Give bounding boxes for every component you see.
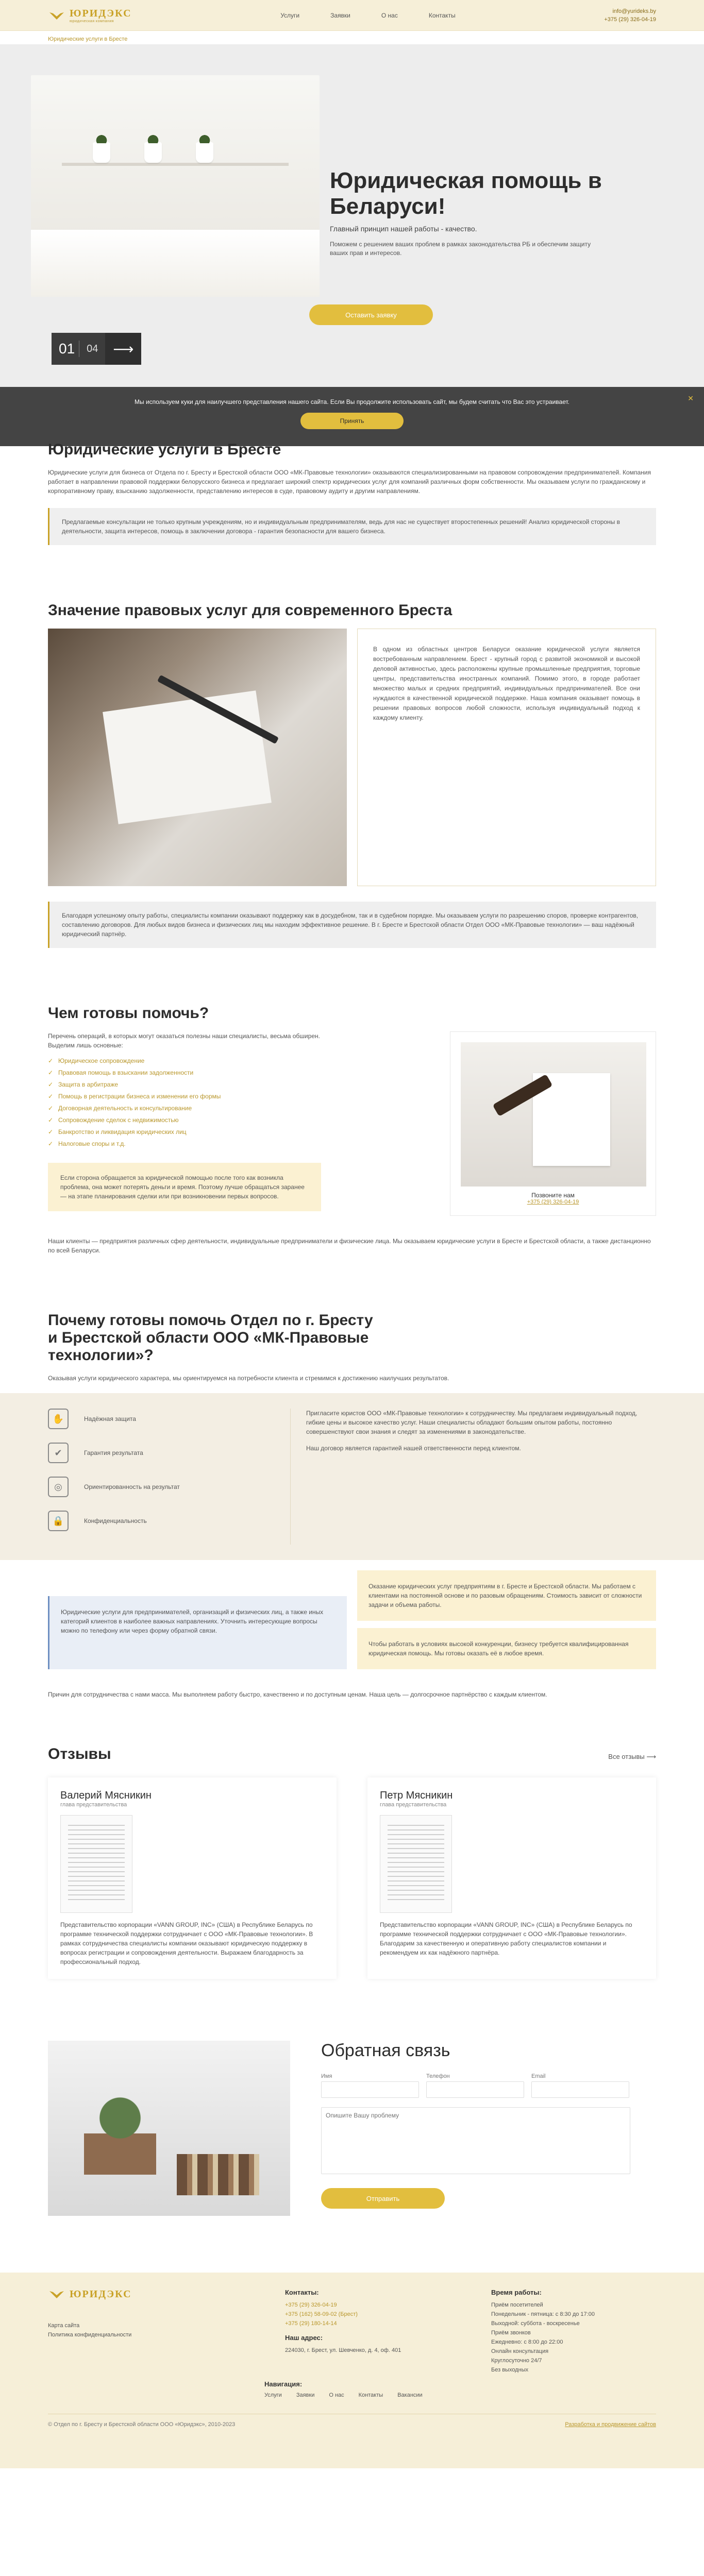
section1-text: Юридические услуги для бизнеса от Отдела по г. Бресту и Брестской области ООО «МК-Правовые технологии» оказываются специализированными на правовом сопровождении предпринимателей. Компания работает в направлении правовой поддержки белорусского бизнеса и предлагает широкий спектр юридических услуг для компаний различных форм собственности. Мы оказываем услуги по гражданскому и корпоративному праву, взысканию задолженности, представлению интересов в суде, правовому аудиту и другим направлениям. [48,469,651,495]
section-title-legal-services: Юридические услуги в Бресте [48,441,281,458]
section4-blue-box: Юридические услуги для предпринимателей, организаций и физических лиц, а также иных категорий клиентов в наиболее важных направлениях. Уточнить интересующие вопросы можно по телефону или через форму обратной связи. [48,1596,347,1669]
service-link[interactable]: ✓ Сопровождение сделок с недвижимостью [48,1116,337,1124]
hero-photo [31,75,320,297]
footer [0,2273,704,2468]
message-textarea[interactable] [321,2107,630,2174]
photo-books [177,2154,259,2195]
footer-time-line: Без выходных [491,2367,529,2373]
hero-shelf [62,163,289,166]
name-input[interactable] [321,2081,419,2098]
footer-nav-contacts[interactable]: Контакты [358,2392,383,2398]
hero-plant [196,142,213,163]
footer-contacts-title: Контакты: [285,2289,319,2296]
why-us-paragraph: Наш договор является гарантией нашей ответственности перед клиентом. [306,1445,521,1452]
footer-time-line: Приём звонков [491,2330,531,2336]
footer-bottom [48,2414,656,2428]
name-label: Имя [321,2073,332,2079]
top-email[interactable]: info@yurideks.by [612,8,656,14]
nav-about[interactable]: О нас [381,12,398,19]
top-contacts [604,8,656,23]
feature-label: Гарантия результата [84,1449,143,1456]
top-phone[interactable]: +375 (29) 326-04-19 [604,16,656,23]
feature-item [48,1477,270,1497]
feature-item [48,1409,270,1429]
section3-box: Если сторона обращается за юридической помощью после того как возникла проблема, она может потерять деньги и время. Поэтому лучше обращаться заранее — на этапе планирования сделки или при возникновении первых вопросов. [48,1163,321,1211]
footer-time-line: Понедельник - пятница: с 8:30 до 17:00 [491,2311,595,2317]
footer-time-line: Круглосуточно 24/7 [491,2358,542,2364]
section3-intro: Перечень операций, в которых могут оказаться полезны наши специалисты, весьма обширен. Выделим лишь основные: [48,1032,320,1049]
nav-contacts[interactable]: Контакты [428,12,456,19]
feedback-title: Обратная связь [321,2041,450,2060]
footer-logo[interactable] [48,2288,161,2300]
hero-subtitle: Главный принцип нашей работы - качество. [330,225,477,233]
logo-text: ЮРИДЭКС [70,8,132,19]
feature-label: Надёжная защита [84,1415,136,1422]
top-bar [0,0,704,31]
feature-label: Конфиденциальность [84,1517,147,1524]
nav-services[interactable]: Услуги [280,12,300,19]
footer-time-line: Приём посетителей [491,2302,543,2308]
main-nav [280,12,455,19]
logo-wings-icon [48,9,65,22]
all-reviews-link[interactable]: Все отзывы ⟶ [608,1753,656,1760]
office-photo [48,2041,290,2216]
footer-time-line: Выходной: суббота - воскресенье [491,2320,580,2327]
signing-contract-photo [48,629,347,886]
logo-subtitle: юридическая компания [70,20,114,23]
review-card [367,1777,656,1979]
cookie-text: Мы используем куки для наилучшего представления нашего сайта. Если Вы продолжите использовать сайт, мы будем считать что Вас это устраивает. [135,398,569,405]
footer-nav-services[interactable]: Услуги [264,2392,282,2398]
footer-privacy-link[interactable]: Политика конфиденциальности [48,2332,132,2338]
section4-intro: Оказывая услуги юридического характера, мы ориентируемся на потребности клиента и стремимся к достижению наилучших результатов. [48,1375,449,1382]
slider-controls [52,333,141,365]
footer-address-title: Наш адрес: [285,2334,323,2342]
section1-note: Предлагаемые консультации не только крупным учреждениям, но и индивидуальным предпринимателям, ведь для нас не существует второстепенных решений! Анализ юридической стороны в деятельности, защита интересов, помощь в заключении договора - гарантия безопасности для вашего бизнеса. [48,508,656,545]
shield-icon: ✔ [48,1443,69,1463]
hero-title: Юридическая помощь в Беларуси! [330,168,602,219]
slider-next-arrow-icon[interactable]: ⟶ [105,333,141,365]
call-us-phone[interactable]: +375 (29) 326-04-19 [527,1199,579,1205]
why-us-band [0,1393,704,1560]
review-card [48,1777,337,1979]
call-us-card [450,1031,656,1216]
why-us-paragraph: Пригласите юристов ООО «МК-Правовые технологии» к сотрудничеству. Мы предлагаем индивидуальный подход, гибкие цены и высокое качество услуг. Наши специалисты обладают большим опытом работы, постоянно совершенствуют свои знания и следят за изменениями в законодательстве. [306,1410,638,1435]
feature-label: Ориентированность на результат [84,1483,180,1490]
section4-yellow-box: Чтобы работать в условиях высокой конкуренции, бизнесу требуется квалифицированная юридическая помощь. Мы готовы оказать её в любое время. [357,1628,656,1669]
reviewer-name: Петр Мясникин [380,1790,453,1801]
footer-time-line: Ежедневно: с 8:00 до 22:00 [491,2339,563,2345]
why-us-text [290,1409,656,1545]
slide-current: 01 [52,341,79,357]
reviewer-role: глава представительства [60,1802,127,1808]
service-link[interactable]: ✓ Защита в арбитраже [48,1081,337,1088]
feature-item [48,1443,270,1463]
service-link[interactable]: ✓ Договорная деятельность и консультирование [48,1105,337,1112]
section-title-importance: Значение правовых услуг для современного Бреста [48,602,452,619]
review-letter-thumbnail[interactable] [60,1815,132,1913]
service-link[interactable]: ✓ Банкротство и ликвидация юридических лиц [48,1128,337,1136]
service-link[interactable]: ✓ Налоговые споры и т.д. [48,1140,337,1147]
slide-total: 04 [87,343,98,354]
section3-outro: Наши клиенты — предприятия различных сфер деятельности, индивидуальные предприниматели и физические лица. Мы оказываем юридические услуги в Бресте и Брестской области, а также дистанционно по всей Беларуси. [48,1238,651,1254]
section4-outro: Причин для сотрудничества с нами масса. Мы выполняем работу быстро, качественно и по доступным ценам. Наша цель — долгосрочное партнёрство с каждым клиентом. [48,1691,547,1698]
gavel-photo [461,1042,646,1187]
service-link[interactable]: ✓ Помощь в регистрации бизнеса и изменении его формы [48,1093,337,1100]
footer-sitemap-link[interactable]: Карта сайта [48,2323,80,2329]
section2-note: Благодаря успешному опыту работы, специалисты компании оказывают поддержку как в досудебном, так и в судебном порядке. Мы оказываем услуги по разрешению споров, проверке контрагентов, составлению договоров. Для любых видов бизнеса и физических лиц мы находим эффективное решение. В г. Бресте и Брестской области Отдел ООО «МК-Правовые технологии» — ваш надёжный юридический партнёр. [48,902,656,948]
footer-phone[interactable]: +375 (162) 58-09-02 (Брест) [285,2311,358,2317]
hero-text: Поможем с решением ваших проблем в рамках законодательства РБ и обеспечим защиту ваших прав и интересов. [330,241,591,257]
cookie-close-icon[interactable]: ✕ [688,394,694,402]
service-link[interactable]: ✓ Юридическое сопровождение [48,1057,337,1064]
review-letter-thumbnail[interactable] [380,1815,452,1913]
developer-link[interactable]: Разработка и продвижение сайтов [565,2421,656,2428]
footer-logo-text: ЮРИДЭКС [70,2289,132,2300]
email-input[interactable] [531,2081,629,2098]
handshake-icon: ✋ [48,1409,69,1429]
breadcrumb[interactable]: Юридические услуги в Бресте [48,36,128,42]
footer-phone[interactable]: +375 (29) 326-04-19 [285,2302,337,2308]
lock-icon: 🔒 [48,1511,69,1531]
feedback-submit-button[interactable]: Отправить [321,2188,445,2209]
photo-paper [103,690,272,824]
reviewer-name: Валерий Мясникин [60,1790,152,1801]
footer-address: 224030, г. Брест, ул. Шевченко, д. 4, оф. 401 [285,2347,401,2353]
copyright: © Отдел по г. Бресту и Брестской области ООО «Юридэкс», 2010-2023 [48,2421,236,2428]
footer-nav-title: Навигация: [264,2380,303,2388]
hero-plant [93,142,110,163]
feedback-section [48,2041,656,2216]
target-icon: ◎ [48,1477,69,1497]
reviewer-role: глава представительства [380,1802,447,1808]
hero-desk [31,230,320,297]
service-link[interactable]: ✓ Правовая помощь в взыскании задолженности [48,1069,337,1076]
hero-request-button[interactable]: Оставить заявку [309,304,433,325]
nav-requests[interactable]: Заявки [330,12,350,19]
footer-nav-about[interactable]: О нас [329,2392,344,2398]
phone-label: Телефон [426,2073,450,2079]
feature-item [48,1511,270,1531]
review-text: Представительство корпорации «VANN GROUP, INC» (США) в Республике Беларусь по программе технической поддержки сотрудничает с ООО «МК-Правовые технологии». Благодарим за качественную и оперативную работу специалистов компании и рекомендуем их как надёжного партнёра. [380,1921,632,1956]
hero-slider [0,44,704,425]
logo[interactable] [48,8,132,23]
cookie-accept-button[interactable]: Принять [300,413,404,429]
logo-wings-icon [48,2288,65,2300]
photo-plant [84,2072,156,2175]
services-list [48,1057,337,1147]
reviews-title: Отзывы [48,1745,111,1762]
section2-frame-text: В одном из областных центров Беларуси оказание юридической услуги является востребованным направлением. Брест - крупный город с развитой экономикой и высокой деловой активностью, здесь расположены крупные промышленные предприятия, торговые центры, представительства иностранных компаний. Помимо этого, в городе работает множество малых и средних предприятий, индивидуальных предпринимателей. Все они нуждаются в качественной юридической поддержке. Наша компания оказывает помощь в решении правовых вопросов любой сложности, используя индивидуальный подход к каждому клиенту. [357,629,656,886]
footer-phone[interactable]: +375 (29) 180-14-14 [285,2320,337,2327]
footer-time-line: Онлайн консультация [491,2348,549,2354]
review-text: Представительство корпорации «VANN GROUP, INC» (США) в Республике Беларусь по программе технической поддержки сотрудничает с ООО «МК-Правовые технологии». В рамках сотрудничества специалисты компании оказывают юридическую поддержку в вопросах регистрации и сопровождения деятельности. Выражаем благодарность за профессиональный подход. [60,1921,313,1965]
footer-nav-vacancies[interactable]: Вакансии [397,2392,423,2398]
footer-nav-requests[interactable]: Заявки [296,2392,315,2398]
section-title-why-us: Почему готовы помочь Отдел по г. Бресту и Брестской области ООО «МК-Правовые технологии»? [48,1312,373,1364]
hero-plant [144,142,162,163]
features-list [48,1409,270,1545]
call-us-caption: Позвоните нам [531,1192,575,1199]
section-title-how-help: Чем готовы помочь? [48,1005,209,1022]
footer-time-title: Время работы: [491,2289,542,2296]
section4-yellow-box: Оказание юридических услуг предприятиям в г. Бресте и Брестской области. Мы работаем с клиентами на постоянной основе и по разовым обращениям. Стоимость зависит от сложности задачи и объема работы. [357,1570,656,1621]
phone-input[interactable] [426,2081,524,2098]
email-label: Email [531,2073,546,2079]
